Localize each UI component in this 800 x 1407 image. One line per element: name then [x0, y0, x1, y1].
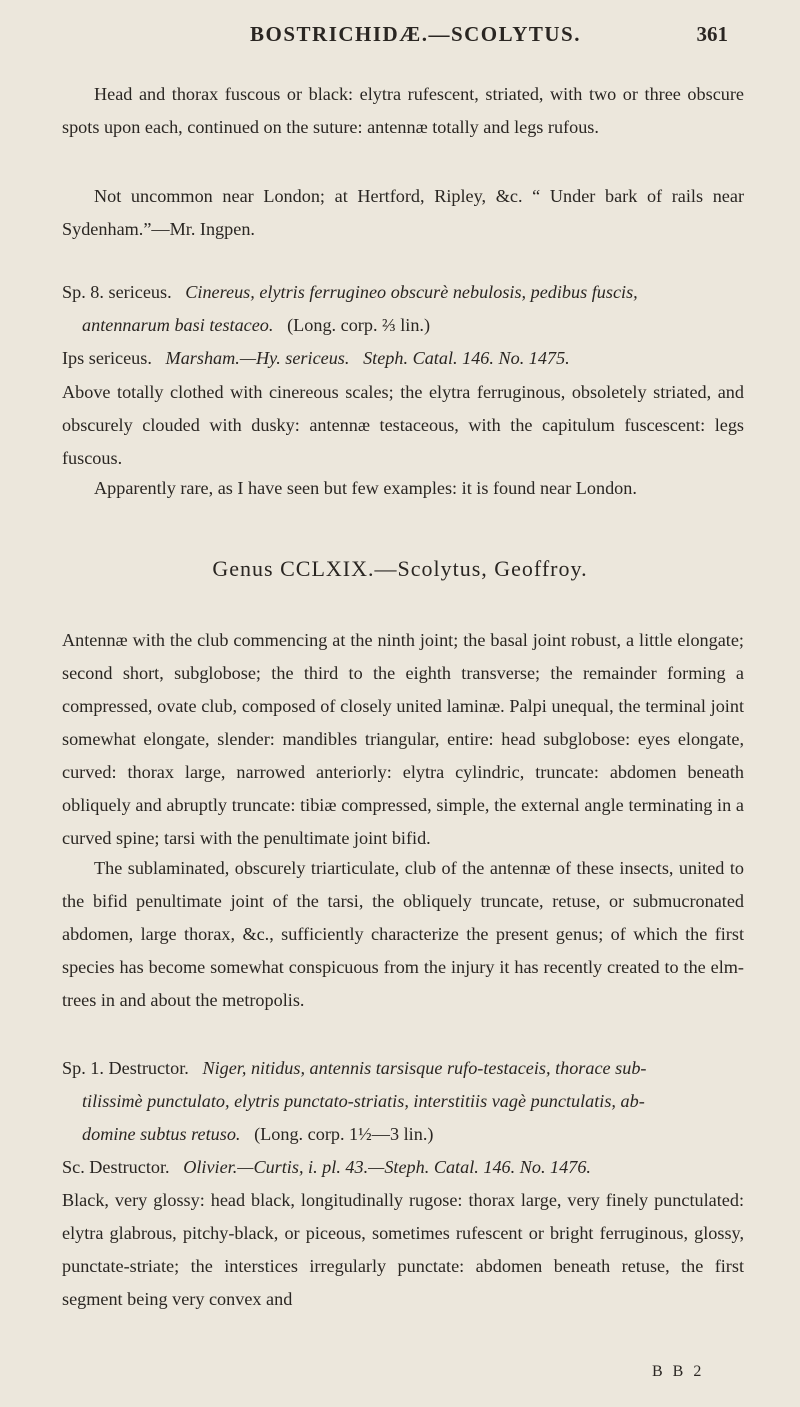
species-1-diagnosis: [62, 1052, 752, 1184]
species-1-synonym-1: Sc. Destructor.: [62, 1157, 170, 1177]
page-number: 361: [696, 22, 728, 46]
description-paragraph-1: Head and thorax fuscous or black: elytra rufescent, striated, with two or three obscure spots upon each, continued on the suture: antennæ totally and legs rufous.: [62, 84, 744, 137]
species-1-label: Sp. 1. Destructor.: [62, 1058, 189, 1078]
description-paragraph-3: Black, very glossy: head black, longitudinally rugose: thorax large, very finely punctulated: elytra glabrous, pitchy-black, or piceous, sometimes rufescent or bright ferruginous, glossy, punctate-striate; the interstices irregularly punctate: abdomen beneath retuse, the first segment being very convex and: [62, 1190, 744, 1309]
description-paragraph-2: Above totally clothed with cinereous scales; the elytra ferruginous, obsoletely striated, and obscurely clouded with dusky: antennæ testaceous, with the capitulum fuscescent: legs fuscous.: [62, 382, 744, 468]
species-1-latin-line1: Niger, nitidus, antennis tarsisque rufo-testaceis, thorace sub-: [202, 1058, 647, 1078]
running-head-title: BOSTRICHIDÆ.—SCOLYTUS.: [250, 22, 581, 46]
species-8-label: Sp. 8. sericeus.: [62, 282, 172, 302]
species-8-catalogue-ref: Steph. Catal. 146. No. 1475.: [363, 348, 570, 368]
species-8-diagnosis: [62, 276, 752, 375]
signature-mark: B B 2: [652, 1363, 705, 1380]
species-1-catalogue-ref: Olivier.—Curtis, i. pl. 43.—Steph. Catal. 146. No. 1476.: [183, 1157, 591, 1177]
genus-character-paragraph: Antennæ with the club commencing at the ninth joint; the basal joint robust, a little elongate; second short, subglobose; the third to the eighth transverse; the remainder forming a compressed, ovate club, composed of closely united laminæ. Palpi unequal, the terminal joint somewhat elongate, slender: mandibles triangular, entire: head subglobose: eyes elongate, curved: thorax large, narrowed anteriorly: elytra cylindric, truncate: abdomen beneath obliquely and abruptly truncate: tibiæ compressed, simple, the external angle terminating in a curved spine; tarsi with the penultimate joint bifid.: [62, 630, 744, 848]
species-8-latin-line1: Cinereus, elytris ferrugineo obscurè nebulosis, pedibus fuscis,: [185, 282, 638, 302]
species-1-latin-line3: domine subtus retuso.: [82, 1124, 241, 1144]
locality-paragraph-1: Not uncommon near London; at Hertford, Ripley, &c. “ Under bark of rails near Sydenham.”—Mr. Ingpen.: [62, 186, 744, 239]
species-8-synonym-1: Ips sericeus.: [62, 348, 152, 368]
species-8-synonym-2: Marsham.—Hy. sericeus.: [165, 348, 350, 368]
running-head: [0, 22, 800, 52]
species-8-length: (Long. corp. ⅔ lin.): [287, 315, 431, 335]
species-1-length: (Long. corp. 1½—3 lin.): [254, 1124, 434, 1144]
species-1-latin-line2: tilissimè punctulato, elytris punctato-striatis, interstitiis vagè punctulatis, ab-: [82, 1091, 645, 1111]
genus-remarks-paragraph: The sublaminated, obscurely triarticulate, club of the antennæ of these insects, united to the bifid penultimate joint of the tarsi, the obliquely truncate, retuse, or submucronated abdomen, large thorax, &c., sufficiently characterize the present genus; of which the first species has become somewhat conspicuous from the injury it has recently created to the elm-trees in and about the metropolis.: [62, 858, 744, 1010]
species-8-latin-line2: antennarum basi testaceo.: [82, 315, 274, 335]
genus-heading: Genus CCLXIX.—Scolytus, Geoffroy.: [212, 556, 588, 581]
locality-paragraph-2: Apparently rare, as I have seen but few examples: it is found near London.: [94, 478, 637, 498]
